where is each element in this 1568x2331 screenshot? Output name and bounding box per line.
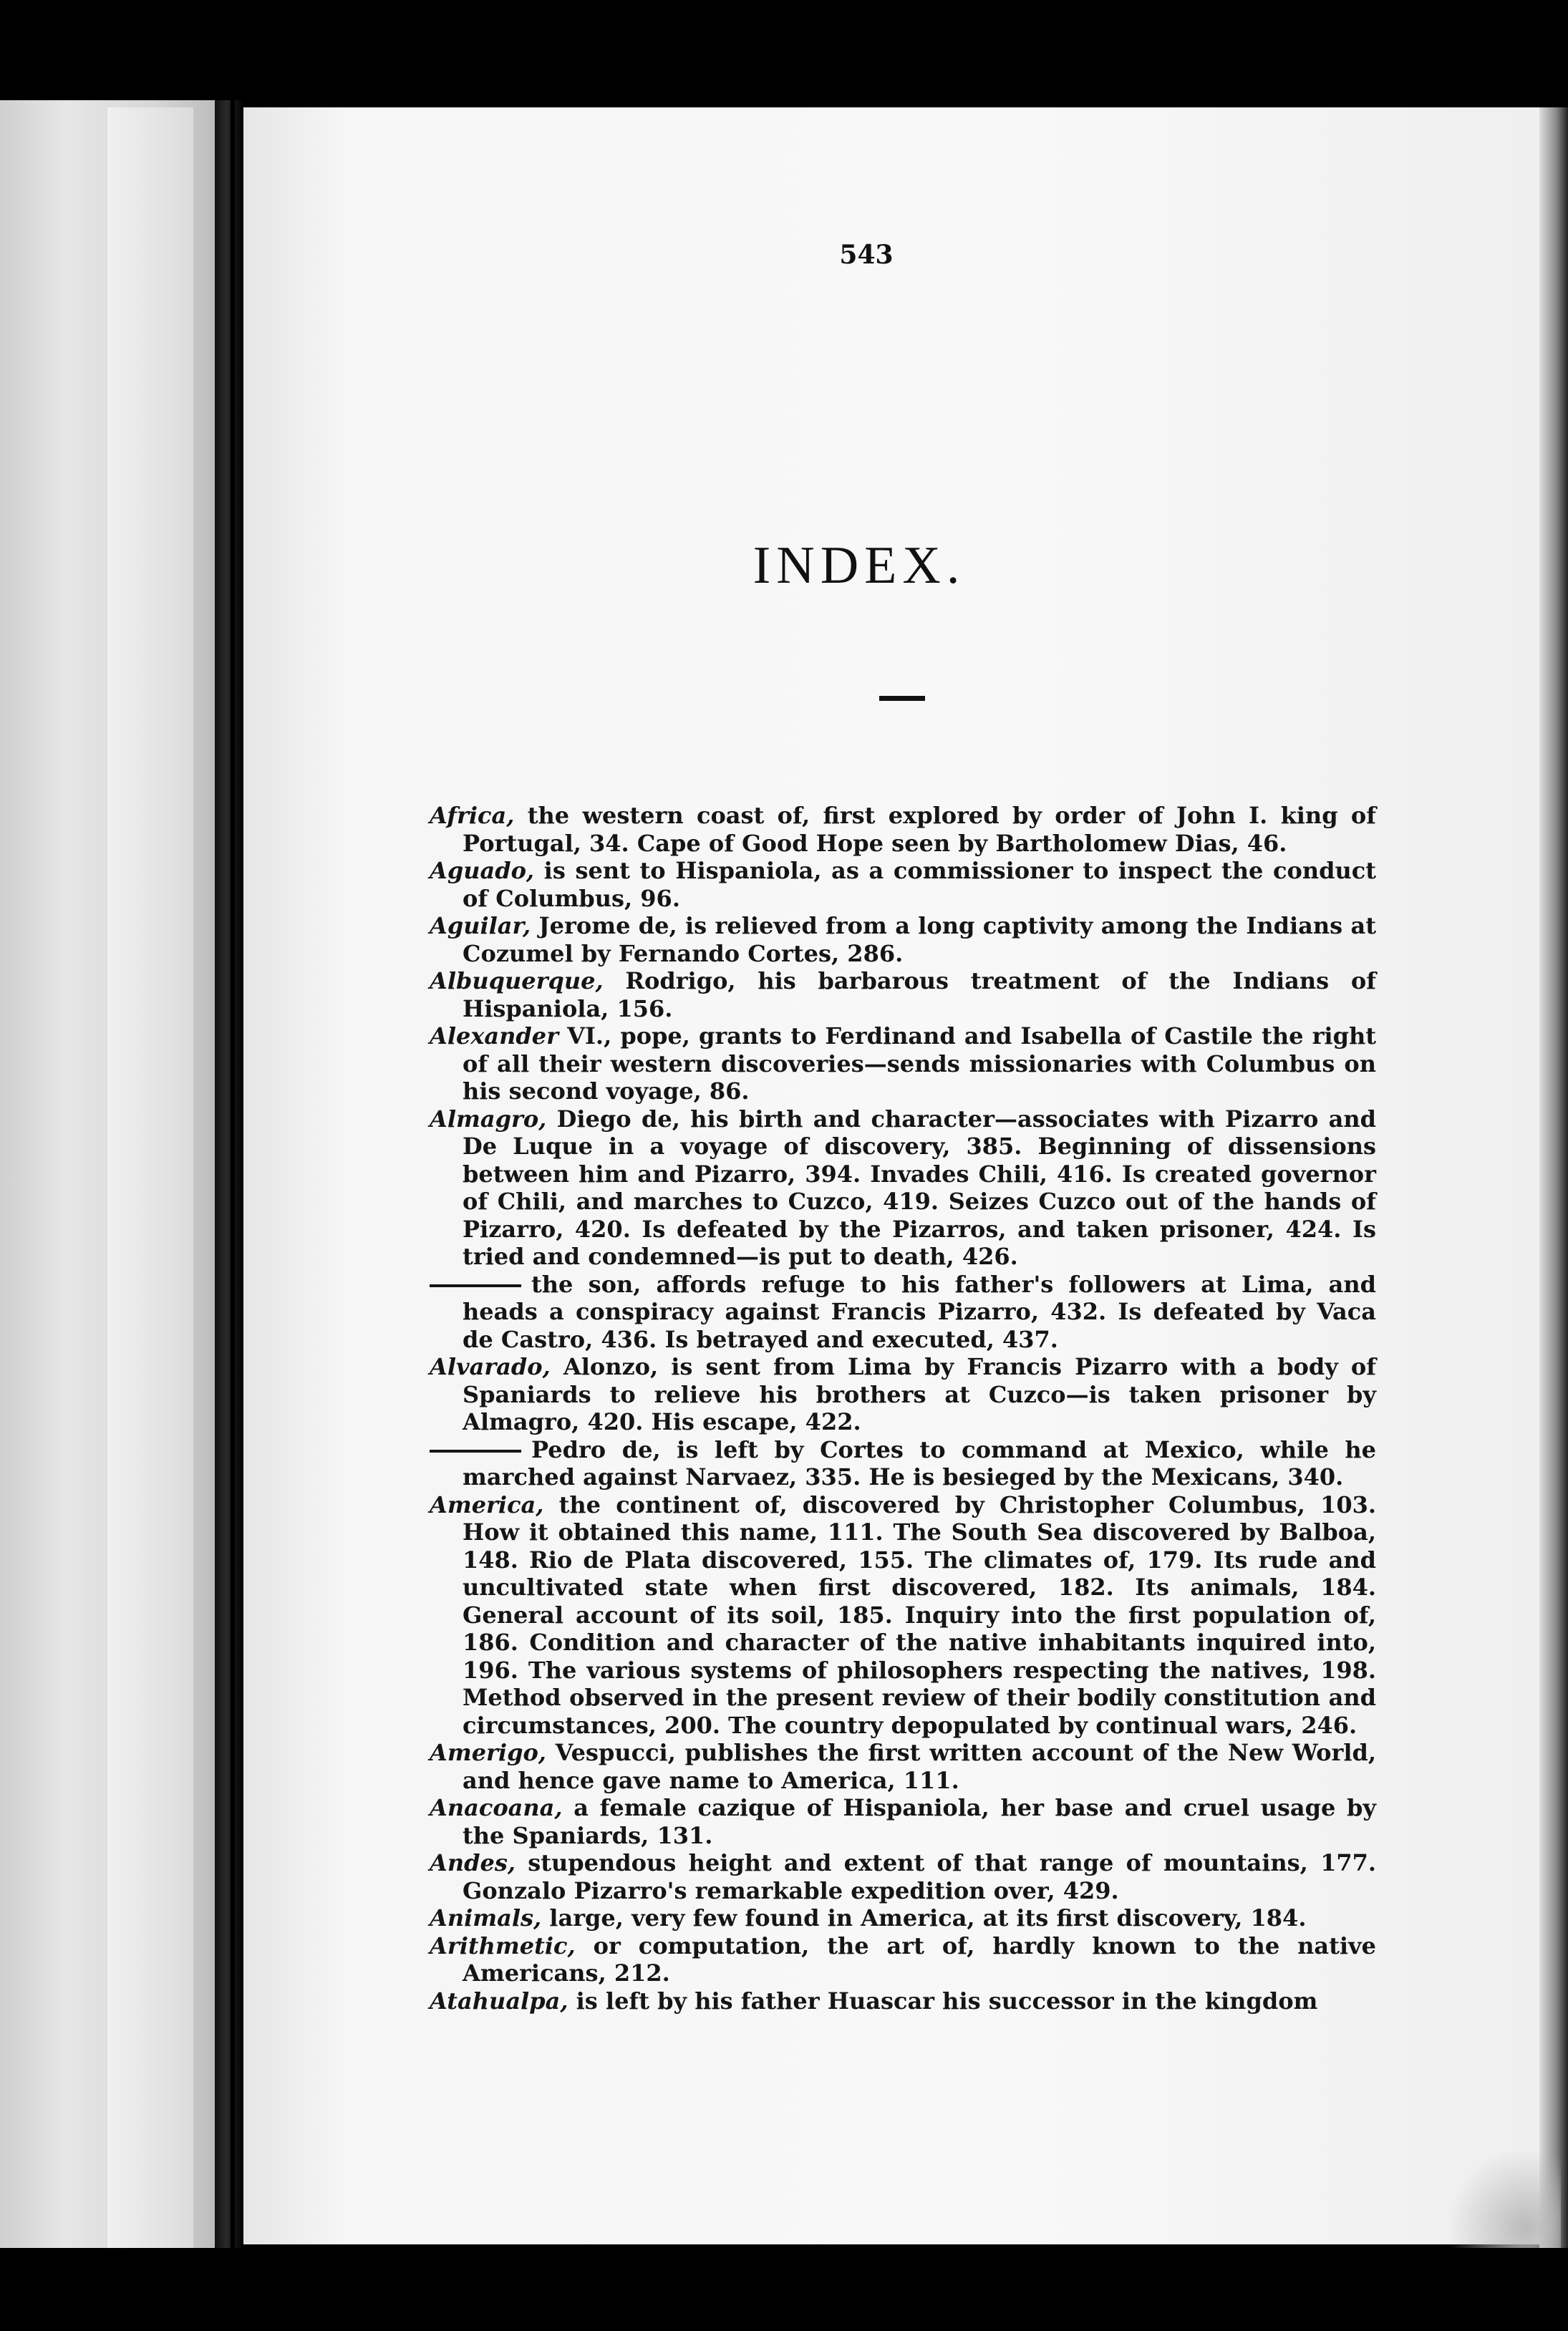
index-entry (430, 1904, 1376, 1932)
index-entry (430, 1849, 1376, 1904)
title-rule (879, 696, 925, 701)
page-corner-stain (1446, 2148, 1561, 2248)
entry-text: the son, affords refuge to his father's followers at Lima, and heads a conspiracy against Francis Pizarro, 432. Is defeated by Vaca de Castro, 436. Is betrayed and executed, 437. (463, 1270, 1376, 1353)
page-right-edge (1539, 107, 1568, 2248)
entry-heading: Almagro, (430, 1105, 547, 1133)
entry-text: is sent to Hispaniola, as a commissioner to inspect the conduct of Columbus, 96. (463, 857, 1376, 912)
entry-text: Pedro de, is left by Cortes to command at Mexico, while he marched against Narvaez, 335. He is besieged by the Mexicans, 340. (463, 1435, 1376, 1491)
scan-border-bottom (0, 2248, 1568, 2331)
entry-heading: Africa, (430, 802, 515, 829)
facing-page-inner-edge (107, 107, 193, 2255)
index-entry (430, 912, 1376, 967)
index-entry (430, 1932, 1376, 1987)
index-subentry (430, 1436, 1376, 1491)
entry-heading: Animals, (430, 1904, 542, 1932)
index-subentry (430, 1271, 1376, 1354)
page-title: INDEX. (752, 536, 966, 595)
index-entry (430, 1739, 1376, 1794)
entry-heading: Arithmetic, (430, 1932, 576, 1959)
index-entry (430, 1491, 1376, 1740)
entry-text: the continent of, discovered by Christopher Columbus, 103. How it obtained this name, 111. The South Sea discovered by Balboa, 148. Rio de Plata discovered, 155. The climates of, 179. Its rude and uncultivated state when first discovered, 182. Its animals, 184. General account of its soil, 185. Inquiry into the first population of, 186. Condition and character of the native inhabitants inquired into, 196. The various systems of philosophers respecting the natives, 198. Method observed in the present review of their bodily constitution and circumstances, 200. The country depopulated by continual wars, 246. (463, 1491, 1376, 1739)
ditto-dash (430, 1450, 521, 1453)
index-entry (430, 1987, 1376, 2015)
entry-heading: Andes, (430, 1849, 516, 1876)
entry-heading: Atahualpa, (430, 1987, 568, 2015)
entry-heading: America, (430, 1491, 544, 1518)
entry-text: Vespucci, publishes the first written account of the New World, and hence gave name to America, 111. (463, 1739, 1376, 1794)
ditto-dash (430, 1284, 521, 1287)
gutter-shadow (231, 100, 235, 2262)
entry-heading: Anacoana, (430, 1794, 563, 1821)
entry-heading: Alexander (430, 1022, 559, 1050)
entry-text: Rodrigo, his barbarous treatment of the Indians of Hispaniola, 156. (463, 967, 1376, 1022)
index-entry (430, 1105, 1376, 1271)
entry-heading: Albuquerque, (430, 967, 604, 994)
entry-heading: Amerigo, (430, 1739, 546, 1766)
entry-text: the western coast of, first explored by order of John I. king of Portugal, 34. Cape of Good Hope seen by Bartholomew Dias, 46. (463, 802, 1376, 857)
index-entry (430, 1022, 1376, 1105)
entry-text: Diego de, his birth and character—associates with Pizarro and De Luque in a voyage of discovery, 385. Beginning of dissensions between him and Pizarro, 394. Invades Chili, 416. Is created governor of Chili, and marches to Cuzco, 419. Seizes Cuzco out of the hands of Pizarro, 420. Is defeated by the Pizarros, and taken prisoner, 424. Is tried and condemned—is put to death, 426. (463, 1105, 1376, 1270)
entry-text: is left by his father Huascar his successor in the kingdom (568, 1987, 1318, 2015)
page-number: 543 (839, 240, 894, 270)
entry-text: VI., pope, grants to Ferdinand and Isabella of Castile the right of all their western discoveries—sends missionaries with Columbus on his second voyage, 86. (463, 1022, 1376, 1105)
entry-heading: Aguilar, (430, 912, 531, 939)
entry-text: Jerome de, is relieved from a long captivity among the Indians at Cozumel by Fernando Cortes, 286. (463, 912, 1376, 967)
entry-heading: Aguado, (430, 857, 535, 884)
index-entry (430, 802, 1376, 857)
index-entry (430, 857, 1376, 912)
index-entry (430, 1353, 1376, 1436)
index-entries (430, 802, 1376, 2015)
index-entry (430, 967, 1376, 1022)
entry-text: stupendous height and extent of that range of mountains, 177. Gonzalo Pizarro's remarkable expedition over, 429. (463, 1849, 1376, 1904)
index-entry (430, 1794, 1376, 1849)
scan-border-top (0, 0, 1568, 107)
book-gutter (215, 100, 243, 2262)
entry-text: large, very few found in America, at its first discovery, 184. (541, 1904, 1307, 1932)
entry-text: a female cazique of Hispaniola, her base and cruel usage by the Spaniards, 131. (463, 1794, 1376, 1849)
entry-heading: Alvarado, (430, 1353, 551, 1380)
entry-text: or computation, the art of, hardly known to the native Americans, 212. (463, 1932, 1376, 1987)
entry-text: Alonzo, is sent from Lima by Francis Pizarro with a body of Spaniards to relieve his brothers at Cuzco—is taken prisoner by Almagro, 420. His escape, 422. (463, 1353, 1376, 1435)
